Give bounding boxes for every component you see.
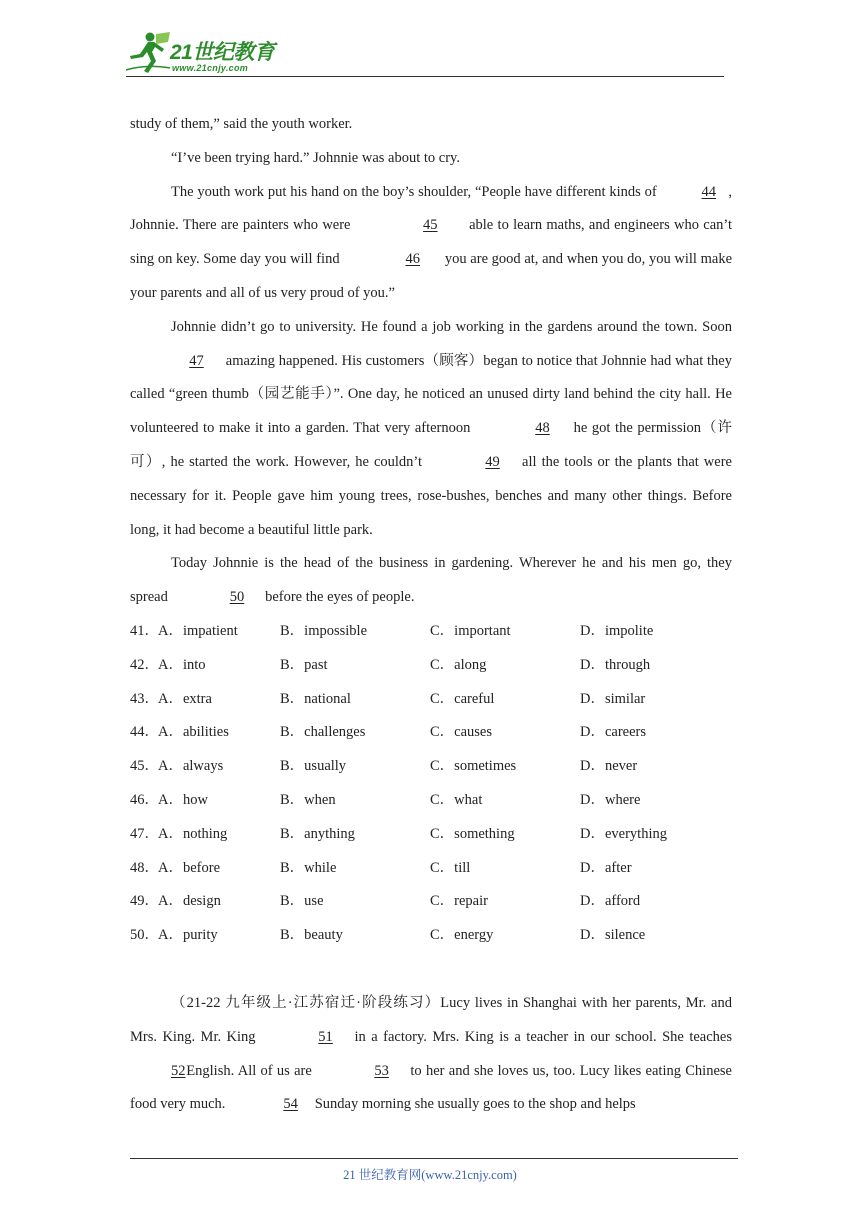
- paragraph: [130, 547, 732, 615]
- option-b[interactable]: B．use: [280, 893, 324, 910]
- option-row: [130, 818, 732, 852]
- question-number: 46．: [130, 791, 159, 808]
- paragraph: [130, 108, 732, 142]
- blank-52: 52: [171, 1062, 186, 1079]
- option-b[interactable]: B．challenges: [280, 724, 366, 741]
- text: amazing happened. His customers（顾客）began to notice that Johnnie had what they called “green thumb（园艺能手）”. One day, he noticed an unused dirty land behind the city hall. He volunteered to make it into a garden. That very afternoon: [130, 352, 732, 437]
- blank-46: 46: [405, 251, 420, 268]
- paragraph: [130, 987, 732, 1122]
- options-list: [130, 615, 732, 953]
- runner-logo-icon: [126, 30, 172, 74]
- option-row: [130, 649, 732, 683]
- option-d[interactable]: D．where: [580, 791, 641, 808]
- option-c[interactable]: C．important: [430, 622, 511, 639]
- option-b[interactable]: B．past: [280, 656, 328, 673]
- text: English. All of us are: [182, 1062, 317, 1079]
- section-spacer: [130, 953, 732, 987]
- text: （21-22 九年级上·江苏宿迁·阶段练习）Lucy lives in Shanghai with her parents, Mr. and Mrs. King. Mr. King: [130, 994, 732, 1045]
- option-row: [130, 852, 732, 886]
- option-a[interactable]: A．abilities: [158, 724, 229, 741]
- option-d[interactable]: D．afford: [580, 893, 641, 910]
- text: he got the permission（许可）, he started the work. However, he couldn’t: [130, 420, 732, 470]
- option-d[interactable]: D．through: [580, 656, 651, 673]
- blank-45: 45: [423, 217, 438, 234]
- option-a[interactable]: A．before: [158, 859, 221, 876]
- text: all the tools or the plants that were necessary for it. People gave him young trees, rose-bushes, benches and many other things. Before long, it had become a beautiful little park.: [130, 453, 732, 538]
- option-c[interactable]: C．something: [430, 825, 515, 842]
- option-c[interactable]: C．till: [430, 859, 471, 876]
- blank-48: 48: [535, 420, 550, 437]
- option-b[interactable]: B．beauty: [280, 927, 343, 944]
- option-a[interactable]: A．nothing: [158, 825, 228, 842]
- option-c[interactable]: C．energy: [430, 927, 494, 944]
- option-c[interactable]: C．what: [430, 791, 483, 808]
- option-a[interactable]: A．extra: [158, 690, 212, 707]
- option-d[interactable]: D．everything: [580, 825, 667, 842]
- option-row: [130, 784, 732, 818]
- text: Johnnie didn’t go to university. He found a job working in the gardens around the town. Soon: [171, 318, 732, 335]
- question-number: 41．: [130, 622, 159, 639]
- option-c[interactable]: C．sometimes: [430, 758, 517, 775]
- option-a[interactable]: A．into: [158, 656, 206, 673]
- footer-divider: [130, 1158, 738, 1159]
- logo-text: 21世纪教育: [170, 41, 275, 64]
- paragraph: [130, 311, 732, 548]
- question-number: 42．: [130, 656, 159, 673]
- header-divider: [126, 76, 724, 77]
- text: Today Johnnie is the head of the business in gardening. Wherever he and his men go, they spread: [130, 555, 732, 606]
- text: The youth work put his hand on the boy’s shoulder, “People have different kinds of: [171, 183, 657, 200]
- paragraph: [130, 142, 732, 176]
- option-row: [130, 716, 732, 750]
- option-row: [130, 615, 732, 649]
- option-b[interactable]: B．anything: [280, 825, 355, 842]
- blank-49: 49: [485, 453, 500, 470]
- document-body: [130, 108, 732, 1122]
- question-number: 45．: [130, 758, 159, 775]
- option-a[interactable]: A．how: [158, 791, 208, 808]
- text: study of them,” said the youth worker.: [130, 116, 353, 132]
- paragraph: [130, 176, 732, 311]
- text: able to learn maths, and engineers who can’t sing on key. Some day you will find: [130, 217, 732, 268]
- question-number: 43．: [130, 690, 159, 707]
- option-row: [130, 919, 732, 953]
- option-b[interactable]: B．usually: [280, 758, 347, 775]
- blank-51: 51: [318, 1028, 333, 1045]
- option-d[interactable]: D．impolite: [580, 622, 654, 639]
- question-number: 44．: [130, 724, 159, 741]
- site-logo[interactable]: [126, 30, 306, 76]
- option-row: [130, 885, 732, 919]
- page-footer[interactable]: 21 世纪教育网(www.21cnjy.com): [343, 1168, 517, 1182]
- option-a[interactable]: A．purity: [158, 927, 218, 944]
- question-number: 47．: [130, 825, 159, 842]
- page-header: [126, 30, 724, 78]
- option-c[interactable]: C．along: [430, 656, 487, 673]
- option-c[interactable]: C．repair: [430, 893, 488, 910]
- option-d[interactable]: D．similar: [580, 690, 646, 707]
- option-a[interactable]: A．impatient: [158, 622, 238, 639]
- text: in a factory. Mrs. King is a teacher in our school. She teaches: [349, 1028, 732, 1045]
- text: before the eyes of people.: [261, 589, 415, 606]
- text: Sunday morning she usually goes to the shop and helps: [311, 1096, 636, 1113]
- option-b[interactable]: B．national: [280, 690, 351, 707]
- blank-54: 54: [283, 1096, 298, 1113]
- question-number: 49．: [130, 893, 159, 910]
- blank-50: 50: [229, 589, 245, 606]
- option-a[interactable]: A．always: [158, 758, 224, 775]
- text: you are good at, and when you do, you will make your parents and all of us very proud of you.”: [130, 251, 732, 301]
- blank-44: 44: [701, 183, 717, 200]
- option-row: [130, 683, 732, 717]
- blank-47: 47: [189, 352, 204, 369]
- option-d[interactable]: D．never: [580, 758, 638, 775]
- option-c[interactable]: C．causes: [430, 724, 493, 741]
- option-row: [130, 750, 732, 784]
- option-d[interactable]: D．after: [580, 859, 632, 876]
- option-b[interactable]: B．when: [280, 791, 336, 808]
- text: “I’ve been trying hard.” Johnnie was about to cry.: [171, 149, 460, 166]
- option-a[interactable]: A．design: [158, 893, 221, 910]
- logo-url: www.21cnjy.com: [172, 63, 249, 73]
- option-d[interactable]: D．silence: [580, 927, 646, 944]
- question-number: 50．: [130, 927, 159, 944]
- option-c[interactable]: C．careful: [430, 690, 495, 707]
- option-b[interactable]: B．while: [280, 859, 337, 876]
- blank-53: 53: [374, 1062, 389, 1079]
- option-d[interactable]: D．careers: [580, 724, 647, 741]
- text: to her and she loves us, too. Lucy likes eating Chinese food very much.: [130, 1062, 732, 1113]
- option-b[interactable]: B．impossible: [280, 622, 368, 639]
- question-number: 48．: [130, 859, 159, 876]
- text: , Johnnie. There are painters who were: [130, 183, 733, 234]
